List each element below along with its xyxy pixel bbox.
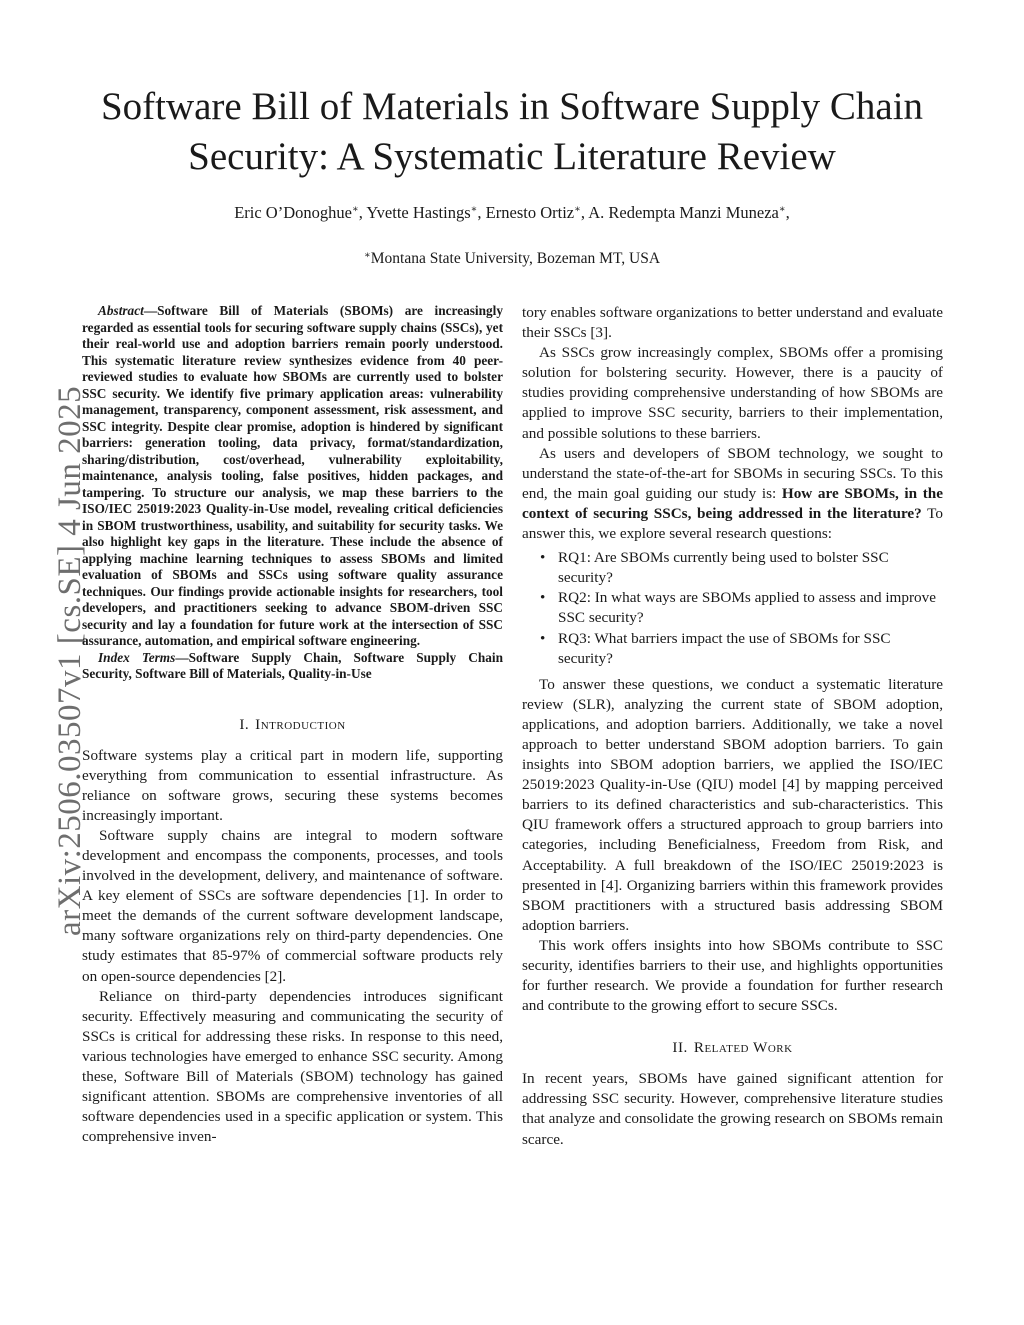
author: A. Redempta Manzi Muneza∗, [588, 203, 790, 222]
research-question: • RQ1: Are SBOMs currently being used to bolster SSC security? [540, 549, 889, 587]
paragraph: This work offers insights into how SBOMs contribute to SSC security, identifies barriers to their use, and highlights opportunities for further research. We provide a foundation for further research and contribute to the growing effort to secure SSCs. [522, 936, 943, 1015]
author: Ernesto Ortiz∗, [485, 203, 589, 222]
arxiv-identifier: arXiv:2506.03507v1 [cs.SE] 4 Jun 2025 [52, 385, 88, 936]
paragraph: Software supply chains are integral to modern software development and encompass the components, processes, and tools involved in the development, delivery, and maintenance of software. A key element of SSCs are software dependencies [1]. In order to meet the demands of the current software development landscape, many software organizations rely on third-party dependencies. One study estimates that 85-97% of commercial software products rely on open-source dependencies [2]. [82, 826, 503, 985]
section-heading-related-work: II. Related Work [672, 1039, 793, 1057]
research-question: • RQ2: In what ways are SBOMs applied to assess and improve SSC security? [540, 589, 936, 627]
research-question-list [522, 548, 943, 669]
author-list [80, 202, 944, 224]
research-goal: How are SBOMs, in the context of securing SSCs, being addressed in the literature? [522, 484, 943, 522]
paragraph: Software systems play a critical part in modern life, supporting everything from communication to essential infrastructure. As reliance on software grows, securing these systems becomes increasingly important. [82, 746, 503, 824]
paragraph: As users and developers of SBOM technology, we sought to understand the state-of-the-art for SBOMs in securing SSCs. To this end, the main goal guiding our study is: How are SBOMs, in the context of securing SSCs, being addressed in the literature? To answer this, we explore several research questions: [522, 444, 943, 543]
paragraph: As SSCs grow increasingly complex, SBOMs offer a promising solution for bolstering security. However, there is a paucity of studies providing comprehensive understanding of how SBOMs are applied to improve SSC security, barriers to their implementation, and possible solutions to these barriers. [522, 344, 943, 442]
section-heading-introduction: I. Introduction [239, 715, 346, 733]
index-terms: Index Terms—Software Supply Chain, Software Supply Chain Security, Software Bill of Materials, Quality-in-Use [82, 649, 503, 681]
paper-title: Software Bill of Materials in Software Supply Chain Security: A Systematic Literature Review [100, 85, 924, 178]
affiliation: ∗Montana State University, Bozeman MT, USA [363, 250, 661, 267]
abstract-text: Abstract—Software Bill of Materials (SBOMs) are increasingly regarded as essential tools for securing software supply chains (SSCs), yet their real-world use and adoption barriers remain poorly understood. This systematic literature review synthesizes evidence from 40 peer-reviewed studies to evaluate how SBOMs are currently used to bolster SSC security. We identify five primary application areas: vulnerability management, transparency, component assessment, risk assessment, and SSC integrity. Despite clear promise, adoption is hindered by significant barriers: generation tooling, data privacy, format/standardization, sharing/distribution, cost/overhead, vulnerability exploitability, maintenance, analysis tooling, false positives, hidden packages, and tampering. To structure our analysis, we map these barriers to the ISO/IEC 25019:2023 Quality-in-Use model, revealing critical deficiencies in SBOM trustworthiness, usability, and suitability for security tasks. We also highlight key gaps in the literature. These include the absence of applying machine learning techniques to assess SBOMs and limited evaluation of SBOMs and SSCs using software quality assurance techniques. Our findings provide actionable insights for researchers, tool developers, and practitioners seeking to advance SBOM-driven SSC security and lay a foundation for future work at the intersection of SSC assurance, automation, and empirical software engineering. [82, 303, 503, 648]
author: Eric O’Donoghue∗, [234, 203, 367, 222]
research-question: • RQ3: What barriers impact the use of SBOMs for SSC security? [540, 629, 891, 667]
right-column [522, 303, 943, 1150]
introduction-body [82, 746, 503, 1148]
author: Yvette Hastings∗, [366, 203, 486, 222]
paragraph: tory enables software organizations to better understand and evaluate their SSCs [3]. [522, 304, 943, 342]
paragraph: Reliance on third-party dependencies introduces significant security. Effectively measuring and communicating the security of SSCs is critical for addressing these risks. In response to this need, various technologies have emerged to enhance SSC security. Among these, Software Bill of Materials (SBOM) technology has gained significant attention. SBOMs are comprehensive inventories of all software dependencies used in a specific application or system. This comprehensive inven- [82, 987, 503, 1146]
paragraph: In recent years, SBOMs have gained significant attention for addressing SSC security. However, comprehensive literature studies that analyze and consolidate the growing research on SBOMs remain scarce. [522, 1070, 943, 1148]
abstract [82, 303, 503, 683]
paragraph: To answer these questions, we conduct a systematic literature review (SLR), analyzing the current state of SBOM adoption, applications, and adoption barriers. Additionally, we take a novel approach to better understand SBOM adoption barriers. To gain insights into SBOM adoption barriers, we applied the ISO/IEC 25019:2023 Quality-in-Use (QIU) model [4] by mapping perceived barriers to its defined characteristics and sub-characteristics. This QIU framework offers a structured approach to group barriers into categories, including Beneficialness, Freedom from Risk, and Acceptability. A full breakdown of the ISO/IEC 25019:2023 is presented in [4]. Organizing barriers within this framework provides SBOM practitioners with a structured basis addressing SBOM adoption barriers. [522, 675, 943, 934]
left-column [82, 303, 503, 1147]
